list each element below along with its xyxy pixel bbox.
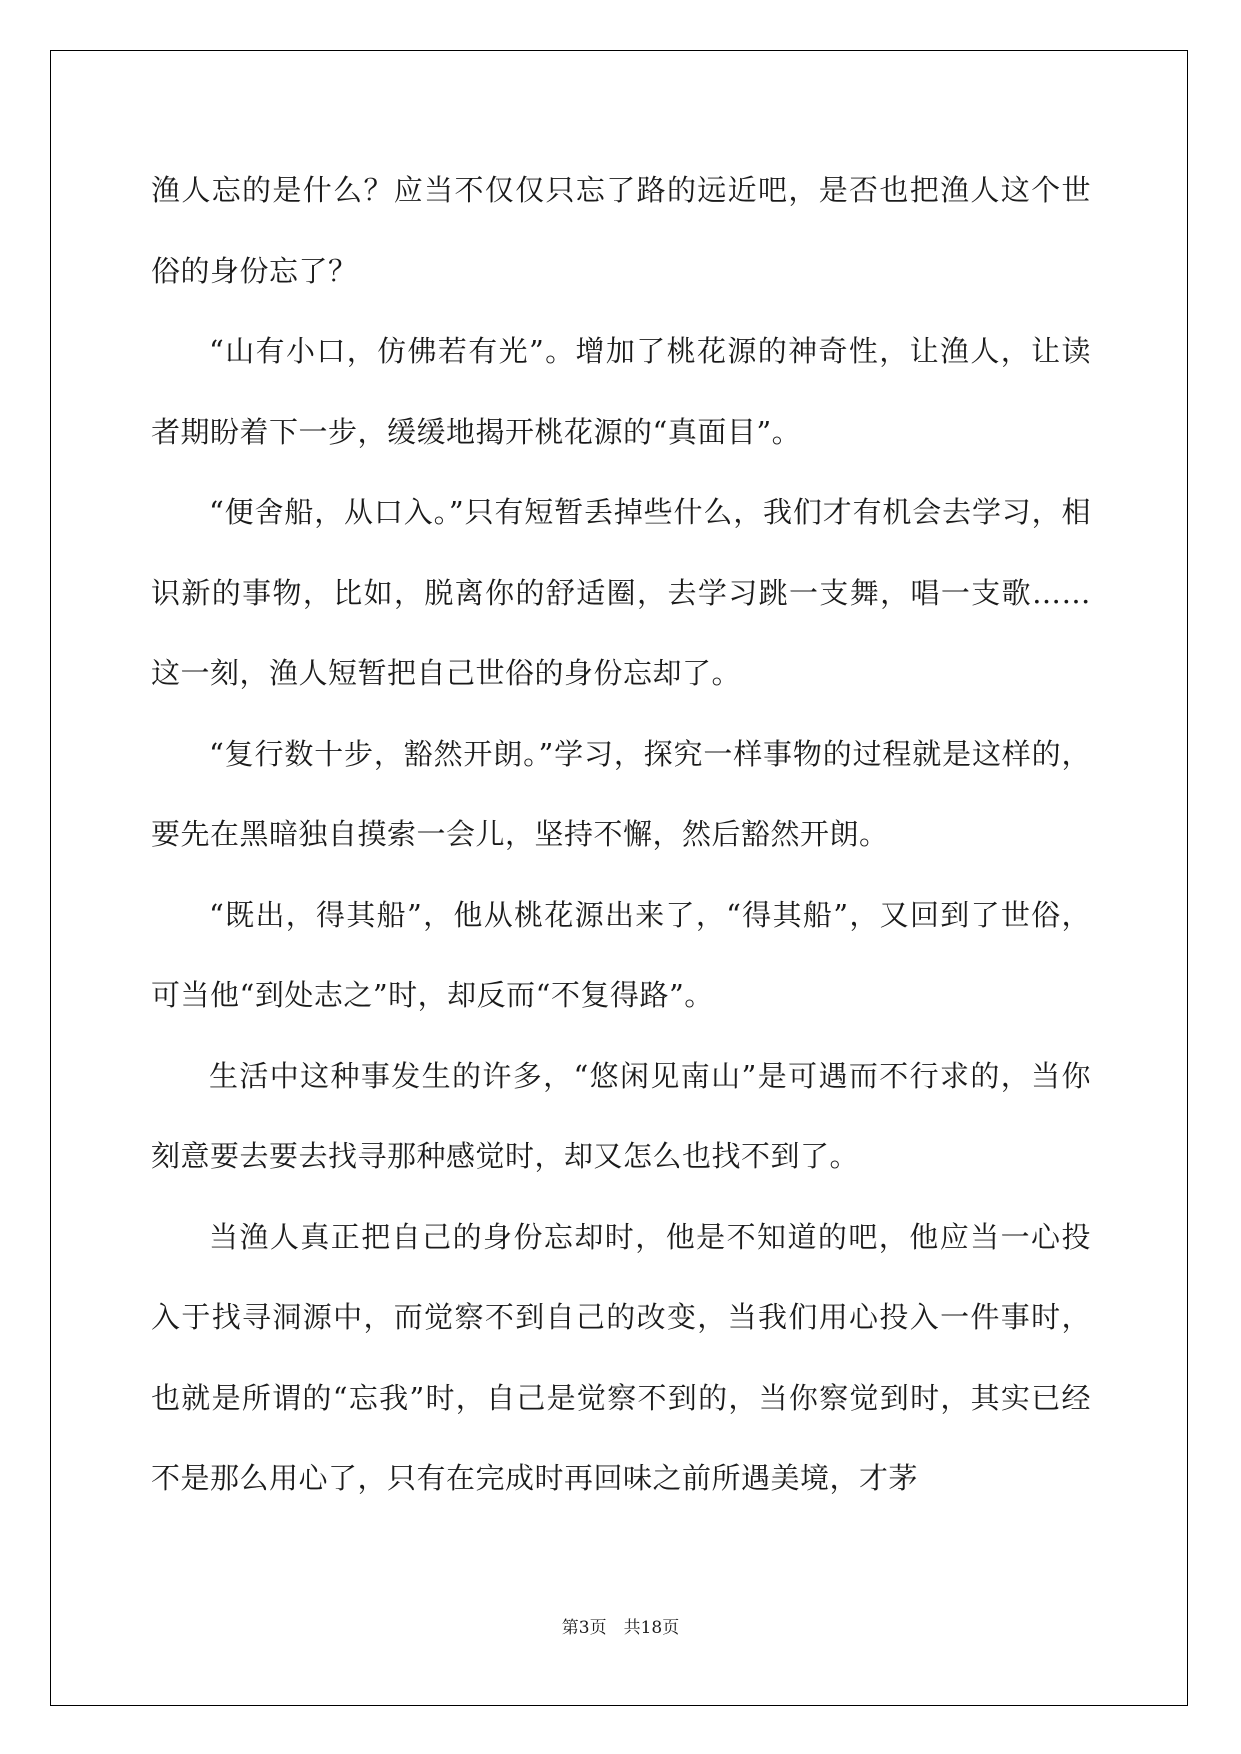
paragraph: 生活中这种事发生的许多，“悠闲见南山”是可遇而不行求的，当你刻意要去要去找寻那种感觉时，却又怎么也找不到了。 <box>151 1058 1091 1173</box>
paragraph: 当渔人真正把自己的身份忘却时，他是不知道的吧，他应当一心投入于找寻洞源中，而觉察不到自己的改变，当我们用心投入一件事时，也就是所谓的“忘我”时，自己是觉察不到的，当你察觉到时，其实已经不是那么用心了，只有在完成时再回味之前所遇美境，才茅 <box>151 1219 1091 1495</box>
paragraph: 渔人忘的是什么？应当不仅仅只忘了路的远近吧，是否也把渔人这个世俗的身份忘了？ <box>151 173 1091 288</box>
document-body <box>151 150 1091 1519</box>
paragraph: “便舍船，从口入。”只有短暂丢掉些什么，我们才有机会去学习，相识新的事物，比如，脱离你的舒适圈，去学习跳一支舞，唱一支歌……这一刻，渔人短暂把自己世俗的身份忘却了。 <box>151 495 1091 690</box>
page-number-footer: 第3页 共18页 <box>561 1618 680 1638</box>
paragraph: “既出，得其船”，他从桃花源出来了，“得其船”，又回到了世俗，可当他“到处志之”时，却反而“不复得路”。 <box>151 897 1091 1012</box>
paragraph: “山有小口，仿佛若有光”。增加了桃花源的神奇性，让渔人，让读者期盼着下一步，缓缓地揭开桃花源的“真面目”。 <box>151 334 1091 449</box>
paragraph: “复行数十步，豁然开朗。”学习，探究一样事物的过程就是这样的，要先在黑暗独自摸索一会儿，坚持不懈，然后豁然开朗。 <box>151 736 1091 851</box>
